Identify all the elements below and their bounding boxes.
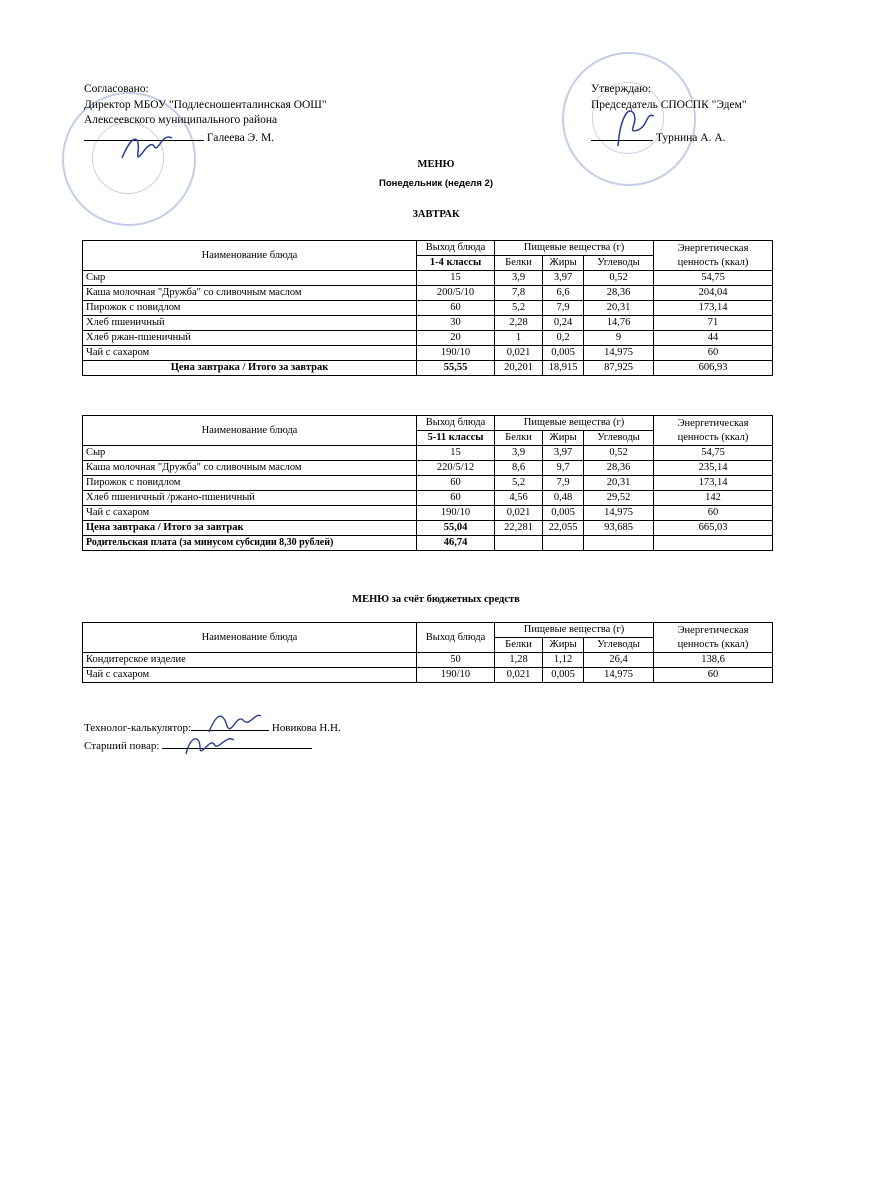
empty-cell <box>584 536 654 551</box>
dish-fats: 9,7 <box>543 461 584 476</box>
total-proteins: 20,201 <box>495 361 543 376</box>
class-label: 1-4 классы <box>417 256 495 271</box>
total-fats: 18,915 <box>543 361 584 376</box>
dish-carbs: 29,52 <box>584 491 654 506</box>
dish-fats: 3,97 <box>543 271 584 286</box>
table-row <box>83 506 773 521</box>
dish-carbs: 14,975 <box>584 668 654 683</box>
dish-fats: 0,005 <box>543 346 584 361</box>
dish-proteins: 0,021 <box>495 346 543 361</box>
table-row <box>83 491 773 506</box>
dish-name: Хлеб пшеничный /ржано-пшеничный <box>83 491 417 506</box>
empty-cell <box>495 536 543 551</box>
dish-yield: 60 <box>417 476 495 491</box>
dish-energy: 71 <box>654 316 773 331</box>
breakfast-table-1-4 <box>82 240 773 376</box>
dish-energy: 54,75 <box>654 271 773 286</box>
dish-energy: 60 <box>654 346 773 361</box>
table-row <box>83 668 773 683</box>
dish-yield: 30 <box>417 316 495 331</box>
parent-fee-label: Родительская плата (за минусом субсидии 8,30 рублей) <box>83 536 417 551</box>
dish-energy: 173,14 <box>654 301 773 316</box>
dish-name: Пирожок с повидлом <box>83 476 417 491</box>
dish-proteins: 4,56 <box>495 491 543 506</box>
dish-carbs: 20,31 <box>584 301 654 316</box>
dish-fats: 0,005 <box>543 668 584 683</box>
col-yield-header: Выход блюда <box>417 241 495 256</box>
dish-carbs: 14,975 <box>584 346 654 361</box>
dish-energy: 204,04 <box>654 286 773 301</box>
dish-proteins: 3,9 <box>495 271 543 286</box>
dish-fats: 1,12 <box>543 653 584 668</box>
dish-yield: 190/10 <box>417 506 495 521</box>
approval-right-name: Турнина А. А. <box>655 131 726 144</box>
table-row <box>83 331 773 346</box>
dish-name: Чай с сахаром <box>83 506 417 521</box>
dish-energy: 60 <box>654 506 773 521</box>
total-energy: 665,03 <box>654 521 773 536</box>
total-price: 55,04 <box>417 521 495 536</box>
dish-yield: 190/10 <box>417 346 495 361</box>
col-nutrients-header: Пищевые вещества (г) <box>495 623 654 638</box>
parent-fee-value: 46,74 <box>417 536 495 551</box>
table-row <box>83 446 773 461</box>
dish-carbs: 26,4 <box>584 653 654 668</box>
col-yield-header: Выход блюда <box>417 416 495 431</box>
col-yield-header: Выход блюда <box>417 623 495 653</box>
empty-cell <box>543 536 584 551</box>
dish-proteins: 7,8 <box>495 286 543 301</box>
dish-carbs: 9 <box>584 331 654 346</box>
dish-proteins: 3,9 <box>495 446 543 461</box>
dish-name: Каша молочная "Дружба" со сливочным маслом <box>83 461 417 476</box>
total-carbs: 93,685 <box>584 521 654 536</box>
approval-right-line1: Утверждаю: <box>591 83 652 95</box>
dish-name: Каша молочная "Дружба" со сливочным маслом <box>83 286 417 301</box>
table-row <box>83 653 773 668</box>
col-nutrients-header: Пищевые вещества (г) <box>495 416 654 431</box>
dish-carbs: 20,31 <box>584 476 654 491</box>
col-energy-header: Энергетическая ценность (ккал) <box>654 623 773 653</box>
right-signature <box>608 100 658 150</box>
dish-name: Пирожок с повидлом <box>83 301 417 316</box>
dish-fats: 0,48 <box>543 491 584 506</box>
dish-yield: 200/5/10 <box>417 286 495 301</box>
dish-carbs: 14,76 <box>584 316 654 331</box>
col-carbs-header: Углеводы <box>584 256 654 271</box>
dish-name: Хлеб пшеничный <box>83 316 417 331</box>
dish-energy: 138,6 <box>654 653 773 668</box>
col-nutrients-header: Пищевые вещества (г) <box>495 241 654 256</box>
approval-right-line2: Председатель СПОСПК "Эдем" <box>591 98 747 111</box>
col-proteins-header: Белки <box>495 638 543 653</box>
col-fats-header: Жиры <box>543 256 584 271</box>
dish-energy: 44 <box>654 331 773 346</box>
dish-name: Хлеб ржан-пшеничный <box>83 331 417 346</box>
cook-label: Старший повар: <box>84 740 160 752</box>
dish-yield: 220/5/12 <box>417 461 495 476</box>
empty-cell <box>654 536 773 551</box>
dish-fats: 6,6 <box>543 286 584 301</box>
breakfast-table-5-11 <box>82 415 773 551</box>
approval-left-line2: Директор МБОУ "Подлесношенталинская ООШ" <box>84 98 327 111</box>
dish-energy: 142 <box>654 491 773 506</box>
dish-yield: 60 <box>417 491 495 506</box>
table-row <box>83 461 773 476</box>
dish-fats: 3,97 <box>543 446 584 461</box>
dish-yield: 190/10 <box>417 668 495 683</box>
budget-table <box>82 622 773 683</box>
table-row <box>83 346 773 361</box>
dish-fats: 7,9 <box>543 301 584 316</box>
breakfast-title: ЗАВТРАК <box>412 209 460 220</box>
dish-proteins: 1 <box>495 331 543 346</box>
total-label: Цена завтрака / Итого за завтрак <box>83 361 417 376</box>
total-carbs: 87,925 <box>584 361 654 376</box>
col-fats-header: Жиры <box>543 431 584 446</box>
dish-carbs: 28,36 <box>584 286 654 301</box>
dish-yield: 15 <box>417 446 495 461</box>
dish-yield: 15 <box>417 271 495 286</box>
dish-yield: 60 <box>417 301 495 316</box>
col-dish-header: Наименование блюда <box>83 623 417 653</box>
dish-carbs: 28,36 <box>584 461 654 476</box>
dish-yield: 20 <box>417 331 495 346</box>
col-energy-header: Энергетическая ценность (ккал) <box>654 241 773 271</box>
menu-title: МЕНЮ <box>417 159 455 170</box>
dish-proteins: 2,28 <box>495 316 543 331</box>
budget-menu-title: МЕНЮ за счёт бюджетных средств <box>352 594 520 605</box>
col-fats-header: Жиры <box>543 638 584 653</box>
total-fats: 22,055 <box>543 521 584 536</box>
col-carbs-header: Углеводы <box>584 638 654 653</box>
dish-fats: 0,005 <box>543 506 584 521</box>
table-row <box>83 271 773 286</box>
technologist-name: Новикова Н.Н. <box>271 722 341 734</box>
dish-carbs: 14,975 <box>584 506 654 521</box>
dish-proteins: 0,021 <box>495 668 543 683</box>
dish-name: Сыр <box>83 271 417 286</box>
dish-name: Кондитерское изделие <box>83 653 417 668</box>
dish-energy: 60 <box>654 668 773 683</box>
col-dish-header: Наименование блюда <box>83 241 417 271</box>
total-price: 55,55 <box>417 361 495 376</box>
dish-name: Чай с сахаром <box>83 346 417 361</box>
dish-name: Сыр <box>83 446 417 461</box>
col-energy-header: Энергетическая ценность (ккал) <box>654 416 773 446</box>
col-dish-header: Наименование блюда <box>83 416 417 446</box>
dish-yield: 50 <box>417 653 495 668</box>
day-title: Понедельник (неделя 2) <box>379 178 493 189</box>
dish-carbs: 0,52 <box>584 446 654 461</box>
dish-energy: 54,75 <box>654 446 773 461</box>
approval-left-name: Галеева Э. М. <box>206 131 275 144</box>
dish-name: Чай с сахаром <box>83 668 417 683</box>
dish-proteins: 5,2 <box>495 476 543 491</box>
total-label: Цена завтрака / Итого за завтрак <box>83 521 417 536</box>
col-proteins-header: Белки <box>495 431 543 446</box>
dish-energy: 235,14 <box>654 461 773 476</box>
approval-left-line1: Согласовано: <box>84 83 149 95</box>
dish-energy: 173,14 <box>654 476 773 491</box>
class-label: 5-11 классы <box>417 431 495 446</box>
col-proteins-header: Белки <box>495 256 543 271</box>
dish-carbs: 0,52 <box>584 271 654 286</box>
table-row <box>83 286 773 301</box>
table-row <box>83 476 773 491</box>
dish-proteins: 5,2 <box>495 301 543 316</box>
table-row <box>83 301 773 316</box>
dish-proteins: 0,021 <box>495 506 543 521</box>
technologist-label: Технолог-калькулятор: <box>84 722 192 734</box>
dish-proteins: 1,28 <box>495 653 543 668</box>
col-carbs-header: Углеводы <box>584 431 654 446</box>
dish-fats: 7,9 <box>543 476 584 491</box>
cook-signature <box>180 728 240 762</box>
dish-proteins: 8,6 <box>495 461 543 476</box>
total-proteins: 22,281 <box>495 521 543 536</box>
table-row <box>83 316 773 331</box>
dish-fats: 0,24 <box>543 316 584 331</box>
approval-left-line3: Алексеевского муниципального района <box>84 114 278 126</box>
total-energy: 606,93 <box>654 361 773 376</box>
dish-fats: 0,2 <box>543 331 584 346</box>
cook-line <box>84 737 404 755</box>
